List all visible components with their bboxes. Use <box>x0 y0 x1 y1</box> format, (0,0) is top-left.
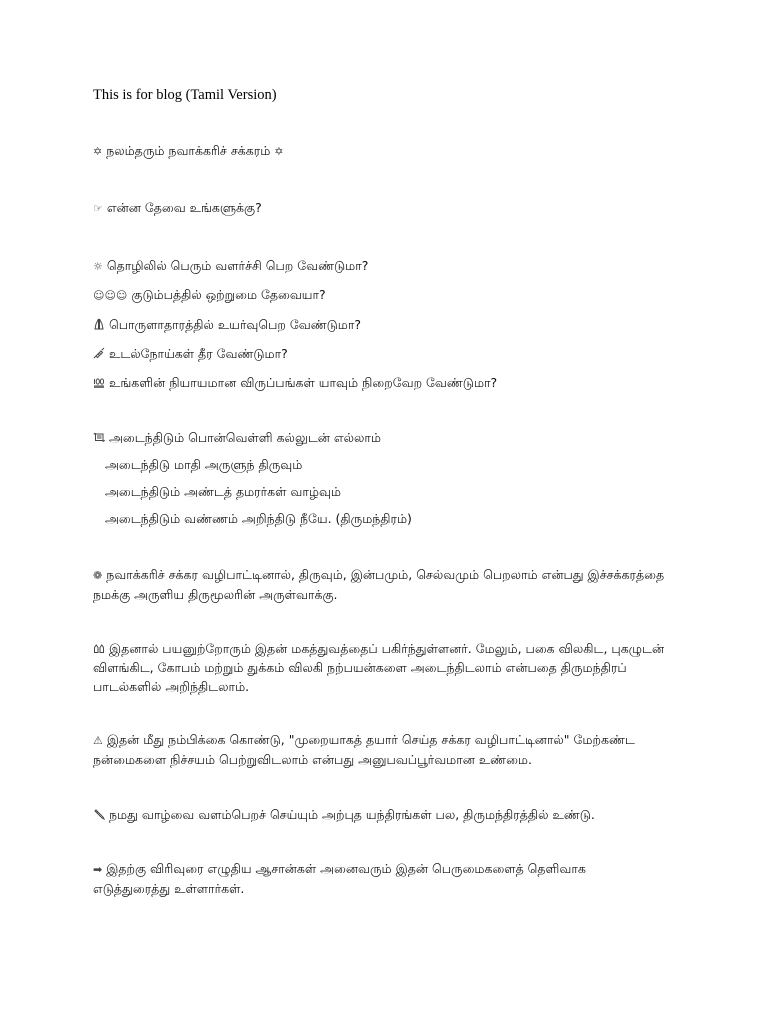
paragraph <box>93 859 728 898</box>
star-of-david-icon: ✡ <box>93 144 103 158</box>
page-title: This is for blog (Tamil Version) <box>93 87 277 103</box>
sun-icon: ☼ <box>93 259 103 273</box>
list-item-text: உங்களின் நியாயமான விருப்பங்கள் யாவும் நிறைவேற வேண்டுமா? <box>109 374 498 390</box>
paragraph-text: நமது வாழ்வை வளம்பெறச் செய்யும் அற்புத யந்திரங்கள் பல, திருமந்திரத்தில் உண்டு. <box>109 806 595 822</box>
hundred-points-icon <box>93 376 105 388</box>
paragraph-line <box>93 730 728 750</box>
open-hands-icon <box>93 642 105 654</box>
question-text: என்ன தேவை உங்களுக்கு? <box>106 199 262 215</box>
list-item-text: குடும்பத்தில் ஒற்றுமை தேவையா? <box>131 287 326 303</box>
paragraph-line <box>93 565 728 585</box>
right-arrow-icon: ➡ <box>93 862 103 876</box>
paragraph-line: நன்மைகளை நிச்சயம் பெற்றுவிடலாம் என்பது அனுபவப்பூர்வமான உண்மை. <box>93 751 532 767</box>
paragraph-text: நவாக்கரிச் சக்கர வழிபாட்டினால், திருவும், இன்பமும், செல்வமும் பெறலாம் என்பது இச்சக்கரத்தை <box>106 566 665 582</box>
list-item <box>93 344 728 363</box>
list-item-text: தொழிலில் பெரும் வளர்ச்சி பெற வேண்டுமா? <box>106 257 369 273</box>
needs-list <box>93 256 728 392</box>
paragraph-line <box>93 805 728 824</box>
list-item <box>93 256 728 276</box>
list-item <box>93 315 728 334</box>
verse-line: அடைந்திடு மாதி அருளுந் திருவும் <box>105 456 303 472</box>
paragraph <box>93 565 728 604</box>
paragraph-text: இதற்கு விரிவுரை எழுதிய ஆசான்கள் அனைவரும் இதன் பெருமைகளைத் தெளிவாக <box>106 860 586 876</box>
heading-text: நலம்தரும் நவாக்கரிச் சக்கரம் <box>106 142 271 158</box>
paragraph-line: விளங்கிட, கோபம் மற்றும் துக்கம் விலகி நற்பயன்களை அடைந்திடலாம் என்பதை திருமந்திரப் <box>93 659 627 675</box>
verse-line: அடைந்திடும் வண்ணம் அறிந்திடு நீயே. (திருமந்திரம்) <box>105 510 412 526</box>
list-item-text: பொருளாதாரத்தில் உயர்வுபெற வேண்டுமா? <box>109 317 362 332</box>
list-item <box>93 373 728 392</box>
paragraph <box>93 805 728 824</box>
paragraph-text: இதனால் பயனுற்றோரும் இதன் மகத்துவத்தைப் பகிர்ந்துள்ளனர். மேலும், பகை விலகிட, புகழுடன் <box>109 640 665 656</box>
star-of-david-icon: ✡ <box>274 144 284 158</box>
praying-hands-icon <box>93 318 105 330</box>
pen-icon <box>93 808 105 820</box>
paragraph-line: நமக்கு அருளிய திருமூலரின் அருள்வாக்கு. <box>93 586 338 602</box>
pointing-hand-icon: ☞ <box>93 201 103 215</box>
list-item <box>93 285 728 305</box>
flower-icon: ❁ <box>93 568 103 582</box>
list-item-text: உடல்நோய்கள் தீர வேண்டுமா? <box>109 345 288 361</box>
verse-line: அடைந்திடும் அண்டத் தமரர்கள் வாழ்வும் <box>105 483 341 499</box>
paragraph-line: எடுத்துரைத்து உள்ளார்கள். <box>93 880 245 896</box>
syringe-icon <box>93 347 105 359</box>
paragraph-line: பாடல்களில் அறிந்திடலாம். <box>93 678 250 694</box>
paragraph-line <box>93 639 728 658</box>
paragraph <box>93 730 728 769</box>
verse-line <box>93 428 728 447</box>
scroll-icon <box>93 431 105 443</box>
question-line <box>93 198 728 218</box>
warning-icon: ⚠ <box>93 733 103 747</box>
verse-line-text: அடைந்திடும் பொன்வெள்ளி கல்லுடன் எல்லாம் <box>109 429 381 445</box>
paragraph-line <box>93 859 728 879</box>
paragraph <box>93 639 728 696</box>
paragraph-text: இதன் மீது நம்பிக்கை கொண்டு, "முறையாகத் தயார் செய்த சக்கர வழிபாட்டினால்" மேற்கண்ட <box>106 731 635 747</box>
verse-block <box>93 428 728 528</box>
family-faces-icon: ☺☺☺ <box>93 289 128 303</box>
heading-line <box>93 141 728 161</box>
